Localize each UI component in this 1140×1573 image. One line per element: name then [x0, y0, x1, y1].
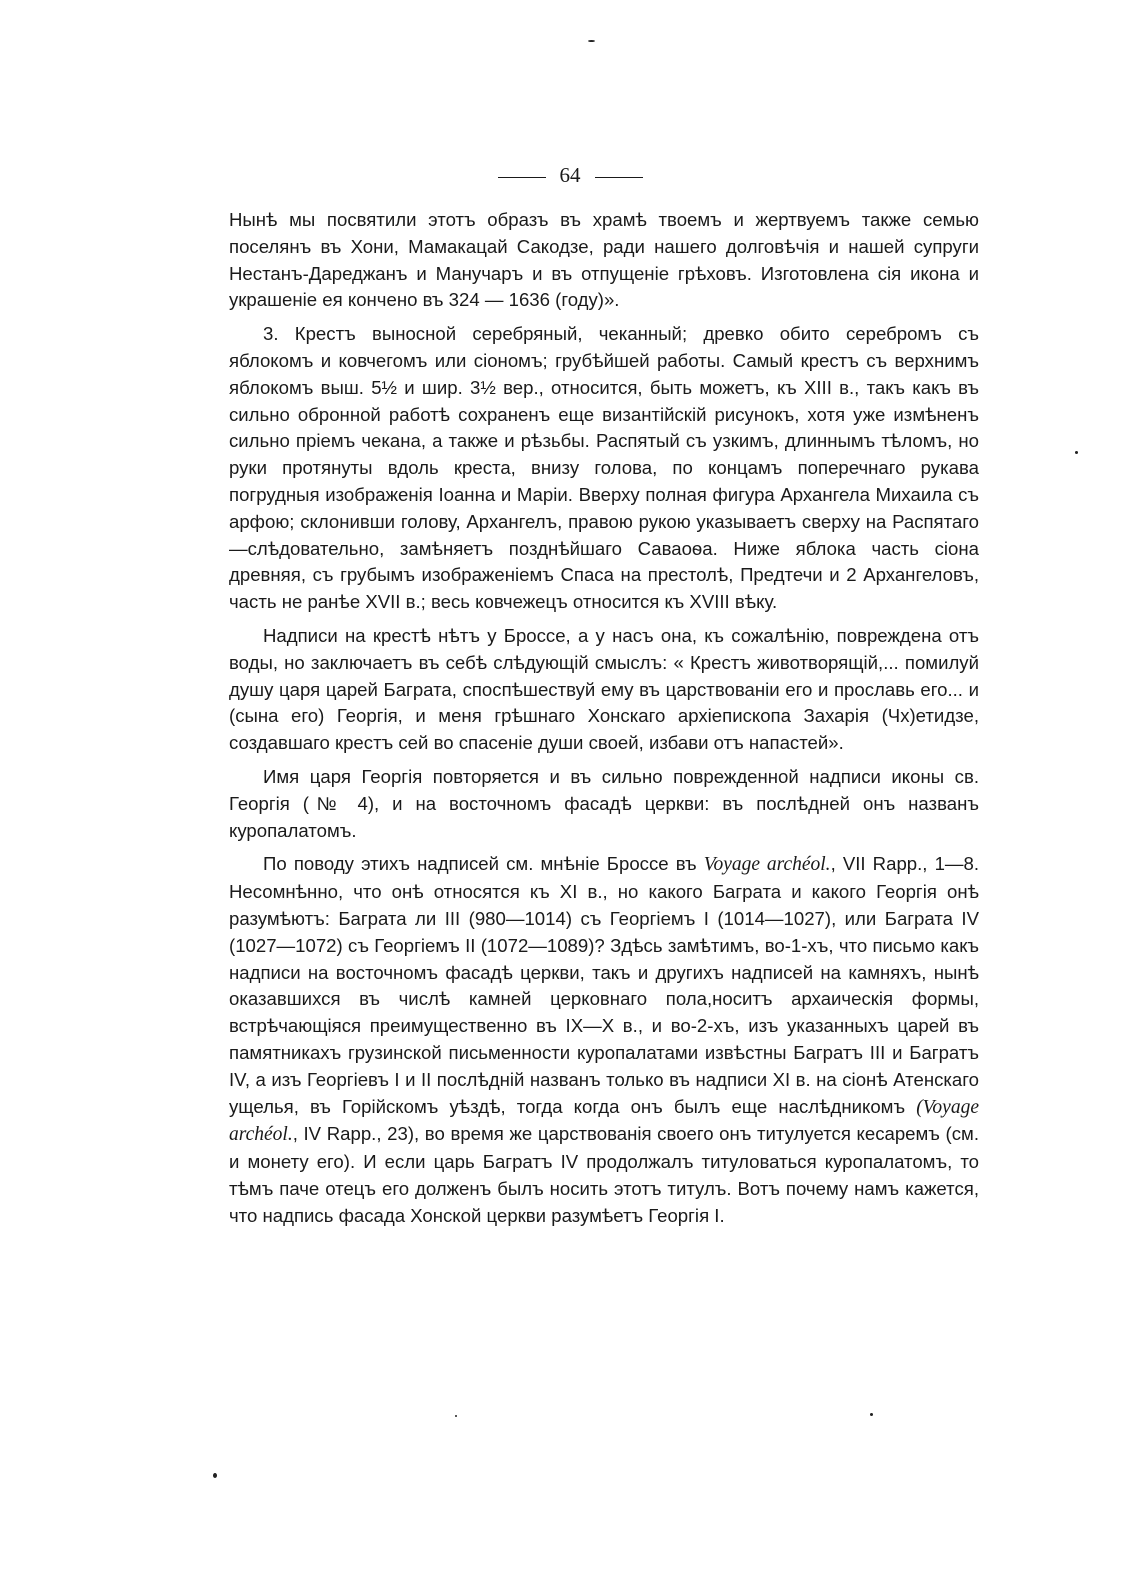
header-rule-left [498, 177, 546, 178]
paragraph-inscription-end: Нынѣ мы посвятили этотъ образъ въ храмѣ твоемъ и жертвуемъ также семью поселянъ въ Хони, Мамакацай Сакодзе, ради нашего долговѣчія и нашей супруги Нестанъ-Дареджанъ и Манучаръ и въ отпущеніе грѣховъ. Изготовлена сія икона и украшеніе ея кончено въ 324 — 1636 (году)». [229, 209, 979, 311]
scan-speck [455, 1415, 457, 1417]
citation-voyage-archeol-2: (Voyage archéol. [229, 1096, 979, 1146]
page-header [0, 160, 1140, 190]
brosset-text-c: , IV Rapp., 23), во время же царствованія своего онъ титулуется кесаремъ (см. и монету его). И если царь Багратъ IV продолжалъ титуловаться куропалатомъ, то тѣмъ паче отецъ его долженъ былъ носить этотъ титулъ. Вотъ почему намъ кажется, что надпись фасада Хонской церкви разумѣетъ Георгія I. [229, 1123, 979, 1226]
paragraph-cross-description: 3. Крестъ выносной серебряный, чеканный; древко обито серебромъ съ яблокомъ и ковчегомъ или сіономъ; грубѣйшей работы. Самый крестъ съ верхнимъ яблокомъ выш. 5½ и шир. 3½ вер., относится, быть можетъ, къ XIII в., такъ какъ въ сильно обронной работѣ сохраненъ еще византійскій рисунокъ, хотя уже измѣненъ сильно пріемъ чекана, а также и рѣзьбы. Распятый съ узкимъ, длиннымъ тѣломъ, но руки протянуты вдоль креста, внизу голова, по концамъ поперечнаго рукава погрудныя изображенія Іоанна и Маріи. Вверху полная фигура Архангела Михаила съ арфою; склонивши голову, Архангелъ, правою рукою указываетъ сверху на Распятаго—слѣдовательно, замѣняетъ позднѣйшаго Саваоѳа. Ниже яблока часть сіона древняя, съ грубымъ изображеніемъ Спаса на престолѣ, Предтечи и 2 Архангеловъ, часть не ранѣе XVII в.; весь ковчежецъ относится къ XVIII вѣку. [229, 323, 979, 613]
citation-voyage-archeol-1: Voyage archéol. [703, 854, 831, 876]
scan-speck [870, 1413, 873, 1416]
paragraph-king-george: Имя царя Георгія повторяется и въ сильно поврежденной надписи иконы св. Георгія (№ 4), и на восточномъ фасадѣ церкви: въ послѣдней онъ названъ куропалатомъ. [229, 765, 979, 841]
paragraph-cross-inscription: Надписи на крестѣ нѣтъ у Броссе, а у насъ она, къ сожалѣнію, повреждена отъ воды, но заключаетъ въ себѣ слѣдующій смыслъ: « Крестъ животворящій,... помилуй душу царя царей Баграта, споспѣшествуй ему въ царствованіи его и прославь его... и (сына его) Георгія, и меня грѣшнаго Хонскаго архіепископа Захарія (Чх)етидзе, создавшаго крестъ сей во спасеніе души своей, избави отъ напастей». [229, 624, 979, 754]
brosset-text-a: По поводу этихъ надписей см. мнѣніе Броссе въ [263, 853, 704, 875]
page-body [229, 207, 979, 1236]
paragraph-brosset-opinion [229, 851, 979, 1229]
scan-speck [213, 1473, 217, 1478]
scan-speck [1075, 451, 1078, 454]
brosset-text-b: , VII Rapp., 1—8. Несомнѣнно, что онѣ относятся къ XI в., но какого Баграта и какого Георгія онѣ разумѣютъ: Баграта ли III (980—1014) съ Георгіемъ I (1014—1027), или Баграта IV (1027—1072) съ Георгіемъ II (1072—1089)? Здѣсь замѣтимъ, во-1-хъ, что письмо какъ надписи на восточномъ фасадѣ церкви, такъ и другихъ надписей на камняхъ, нынѣ оказавшихся въ числѣ камней церковнаго пола,носитъ архаическія формы, встрѣчающіяся преимущественно въ IX—X в., и во-2-хъ, изъ указанныхъ царей въ памятникахъ грузинской письменности куропалатами извѣстны Багратъ III и Багратъ IV, а изъ Георгіевъ I и II послѣдній названъ только въ надписи XI в. на сіонѣ Атенскаго ущелья, въ Горійскомъ уѣздѣ, тогда когда онъ былъ еще наслѣдникомъ [229, 853, 980, 1117]
page-number: 64 [559, 162, 581, 187]
header-rule-right [595, 177, 643, 178]
scan-speck [588, 40, 595, 42]
